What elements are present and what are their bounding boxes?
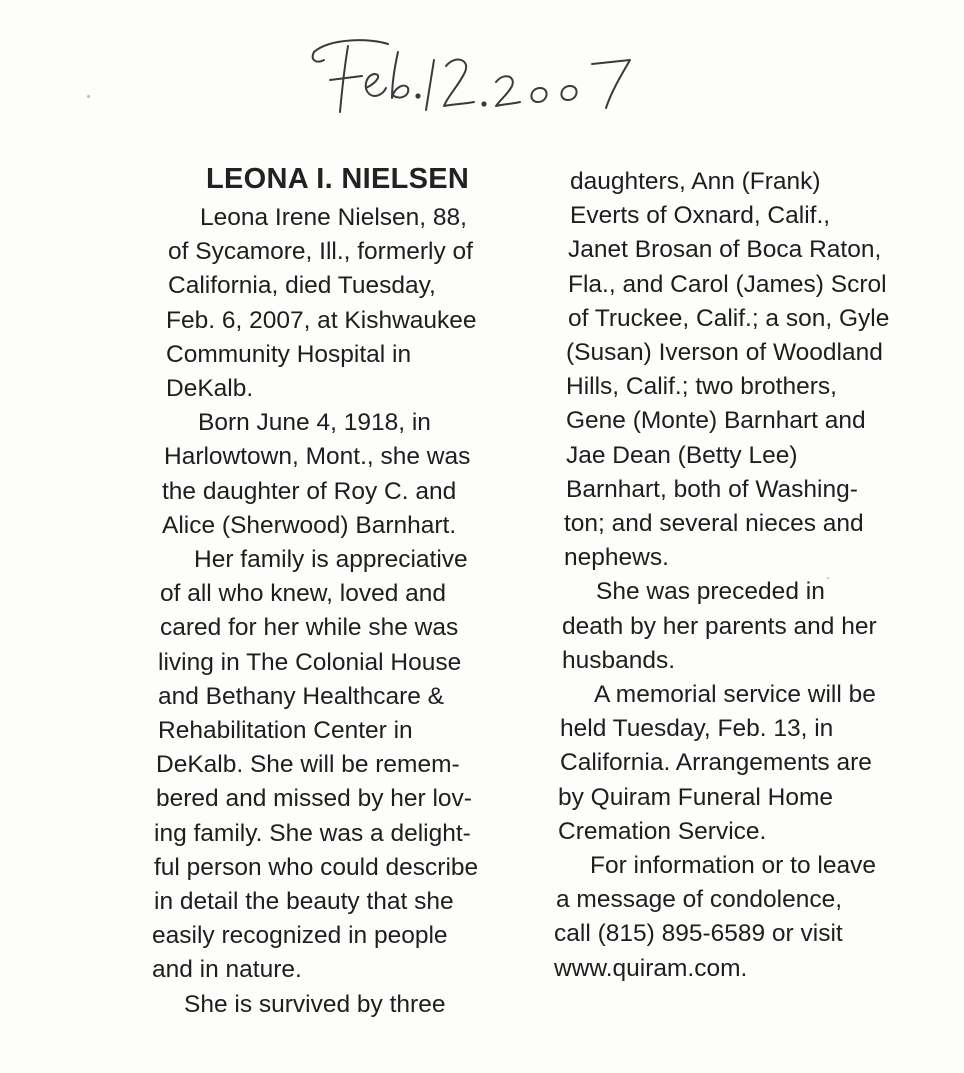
obituary-text-line: nephews. — [564, 544, 669, 572]
obituary-text-line: a message of condolence, — [556, 886, 843, 914]
obituary-text-line: daughters, Ann (Frank) — [570, 168, 821, 195]
obituary-text-line: Her family is appreciative — [194, 546, 468, 574]
obituary-text-line: California. Arrangements are — [560, 749, 872, 777]
obituary-text-line: Janet Brosan of Boca Raton, — [568, 236, 882, 264]
obituary-text-line: of Sycamore, Ill., formerly of — [168, 238, 473, 266]
obituary-text-line: Hills, Calif.; two brothers, — [566, 373, 837, 401]
obituary-text-line: easily recognized in people — [152, 922, 448, 950]
obituary-text-line: ful person who could describe — [154, 853, 479, 881]
obituary-title: LEONA I. NIELSEN — [206, 163, 470, 195]
obituary-text-line: husbands. — [562, 646, 676, 674]
obituary-text-line: and in nature. — [152, 956, 302, 984]
obituary-text-line: (Susan) Iverson of Woodland — [566, 339, 883, 367]
obituary-text-line: Born June 4, 1918, in — [198, 409, 431, 437]
obituary-text-line: death by her parents and her — [562, 612, 877, 640]
obituary-text-line: call (815) 895-6589 or visit — [554, 920, 843, 948]
obituary-column-left — [148, 201, 478, 1022]
obituary-text-line: ton; and several nieces and — [564, 510, 864, 538]
handwritten-date — [300, 30, 660, 120]
obituary-text-line: Gene (Monte) Barnhart and — [566, 407, 866, 435]
obituary-text-line: California, died Tuesday, — [168, 272, 436, 300]
obituary-text-line: Feb. 6, 2007, at Kishwaukee — [166, 306, 477, 334]
obituary-text-line: She was preceded in — [596, 578, 825, 606]
scan-speck — [87, 95, 90, 98]
obituary-text-line: of Truckee, Calif.; a son, Gyle — [568, 304, 890, 332]
obituary-text-line: Harlowtown, Mont., she was — [164, 443, 471, 471]
obituary-column-right — [552, 165, 889, 986]
obituary-text-line: the daughter of Roy C. and — [162, 477, 457, 505]
obituary-text-line: living in The Colonial House — [158, 648, 462, 676]
obituary-text-line: Fla., and Carol (James) Scrol — [568, 270, 887, 298]
obituary-text-line: DeKalb. She will be remem- — [156, 751, 460, 779]
obituary-text-line: cared for her while she was — [160, 614, 459, 642]
obituary-text-line: Alice (Sherwood) Barnhart. — [162, 511, 457, 539]
obituary-text-line: Cremation Service. — [558, 817, 767, 845]
obituary-text-line: She is survived by three — [184, 990, 446, 1018]
obituary-text-line: of all who knew, loved and — [160, 580, 447, 608]
obituary-text-line: ing family. She was a delight- — [154, 819, 471, 847]
obituary-text-line: Leona Irene Nielsen, 88, — [200, 204, 467, 231]
obituary-text-line: and Bethany Healthcare & — [158, 682, 445, 710]
obituary-text-line: held Tuesday, Feb. 13, in — [560, 715, 834, 743]
obituary-text-line: DeKalb. — [166, 375, 254, 403]
obituary-text-line: Everts of Oxnard, Calif., — [570, 202, 831, 230]
obituary-text-line: Rehabilitation Center in — [158, 717, 413, 745]
obituary-text-line: Barnhart, both of Washing- — [566, 475, 858, 503]
obituary-text-line: in detail the beauty that she — [154, 888, 454, 916]
obituary-text-line: bered and missed by her lov- — [156, 785, 472, 813]
obituary-text-line: by Quiram Funeral Home — [558, 783, 834, 811]
obituary-text-line: A memorial service will be — [594, 681, 876, 709]
obituary-text-line: Jae Dean (Betty Lee) — [566, 441, 798, 469]
obituary-text-line: www.quiram.com. — [554, 954, 748, 982]
obituary-text-line: Community Hospital in — [166, 340, 412, 368]
obituary-text-line: For information or to leave — [590, 852, 876, 880]
